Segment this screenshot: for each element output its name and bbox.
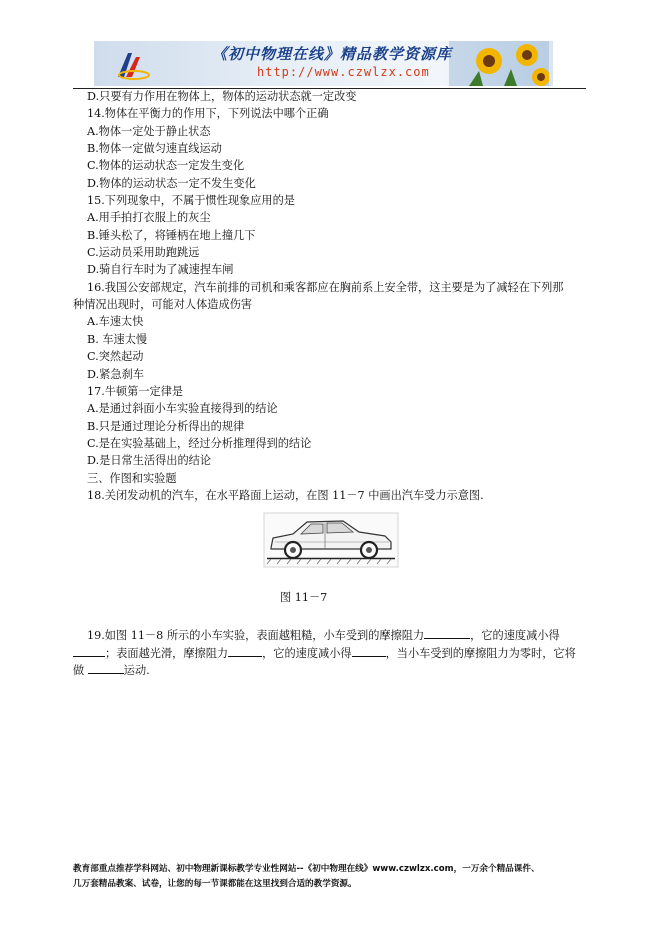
figure-caption: 图 11－7 [280, 591, 328, 604]
answer-blank-5[interactable] [88, 662, 124, 674]
option-line: C.物体的运动状态一定发生变化 [87, 159, 245, 173]
answer-blank-1[interactable] [424, 627, 470, 639]
question-15: 15.下列现象中，不属于惯性现象应用的是 [87, 194, 295, 208]
option-line: C.运动员采用助跑跳远 [87, 246, 200, 260]
question-list [73, 88, 588, 504]
question-17: 17.牛顿第一定律是 [87, 384, 184, 398]
q19-text-5: ，当小车受到的摩擦阻力为零时，它将 [385, 646, 576, 660]
answer-blank-3[interactable] [228, 645, 262, 657]
option-line: C.是在实验基础上，经过分析推理得到的结论 [87, 436, 312, 450]
q19-text-4: ，它的速度减小得 [262, 646, 352, 660]
question-14: 14.物体在平衡力的作用下，下列说法中哪个正确 [87, 107, 329, 121]
footer-line-1: 教育部重点推荐学科网站、初中物理新课标教学专业性网站--《初中物理在线》www.czwlzx.com，一万余个精品课件、 [73, 864, 540, 874]
option-line: C.突然起动 [87, 350, 144, 364]
banner-url[interactable]: http://www.czwlzx.com [257, 65, 430, 79]
q19-text-7: 运动. [123, 664, 150, 678]
option-line: A.物体一定处于静止状态 [87, 124, 211, 138]
question-19-line-2 [73, 645, 588, 663]
option-line: A.车速太快 [87, 315, 144, 329]
answer-blank-4[interactable] [352, 645, 386, 657]
text-line: D.只要有力作用在物体上，物体的运动状态就一定改变 [87, 90, 357, 103]
header-banner [94, 41, 553, 86]
option-line: B.锤头松了，将锤柄在地上撞几下 [87, 228, 256, 242]
page-footer [73, 862, 593, 892]
footer-line-2: 几万套精品教案、试卷，让您的每一节课都能在这里找到合适的教学资源。 [73, 879, 357, 889]
q19-text-3: ；表面越光滑，摩擦阻力 [105, 646, 229, 660]
option-line: A.用手拍打衣服上的灰尘 [87, 211, 211, 225]
option-line: B.只是通过理论分析得出的规律 [87, 419, 245, 433]
q19-text-1: 19.如图 11－8 所示的小车实验，表面越粗糙，小车受到的摩擦阻力 [87, 629, 425, 642]
question-19 [73, 627, 588, 680]
option-line: B. 车速太慢 [87, 332, 148, 346]
question-16-continued: 种情况出现时，可能对人体造成伤害 [73, 298, 253, 312]
question-19-line-1 [73, 627, 588, 645]
option-line: A.是通过斜面小车实验直接得到的结论 [87, 402, 278, 416]
q19-text-2: ，它的速度减小得 [470, 629, 560, 642]
answer-blank-2[interactable] [73, 645, 105, 657]
banner-title: 《初中物理在线》精品教学资源库 [212, 45, 453, 63]
question-18: 18.关闭发动机的汽车，在水平路面上运动，在图 11－7 中画出汽车受力示意图. [87, 488, 484, 502]
section-heading: 三、作图和实验题 [87, 471, 177, 485]
question-16: 16.我国公安部规定，汽车前排的司机和乘客都应在胸前系上安全带，这主要是为了减轻在下列那 [87, 280, 564, 294]
question-19-line-3 [73, 662, 588, 680]
option-line: D.是日常生活得出的结论 [87, 454, 212, 468]
option-line: D.骑自行车时为了减速捏车闸 [87, 263, 234, 277]
option-line: B.物体一定做匀速直线运动 [87, 142, 222, 156]
option-line: D.紧急刹车 [87, 367, 144, 381]
site-logo-icon [114, 47, 150, 81]
car-figure [263, 512, 399, 568]
q19-text-6: 做 [73, 664, 85, 678]
option-line: D.物体的运动状态一定不发生变化 [87, 176, 256, 190]
sunflower-icon [449, 41, 549, 86]
